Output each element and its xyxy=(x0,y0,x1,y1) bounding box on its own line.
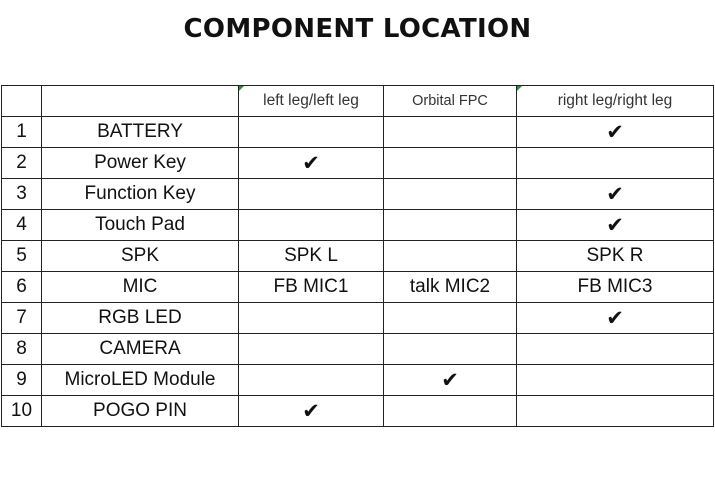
left-leg-cell xyxy=(239,179,384,210)
right-leg-cell xyxy=(517,334,714,365)
header-orbital-fpc: Orbital FPC xyxy=(384,86,517,117)
component-name: MicroLED Module xyxy=(42,365,239,396)
orbital-fpc-cell xyxy=(384,179,517,210)
left-leg-cell xyxy=(239,303,384,334)
header-right-leg: right leg/right leg xyxy=(517,86,714,117)
row-number: 7 xyxy=(2,303,42,334)
orbital-fpc-cell xyxy=(384,334,517,365)
right-leg-cell xyxy=(517,365,714,396)
component-name: POGO PIN xyxy=(42,396,239,427)
component-name: RGB LED xyxy=(42,303,239,334)
table-row xyxy=(2,148,714,179)
left-leg-cell xyxy=(239,334,384,365)
right-leg-cell: FB MIC3 xyxy=(517,272,714,303)
orbital-fpc-cell xyxy=(384,241,517,272)
table-body xyxy=(2,117,714,427)
component-name: BATTERY xyxy=(42,117,239,148)
table-row xyxy=(2,179,714,210)
component-name: Function Key xyxy=(42,179,239,210)
component-name: MIC xyxy=(42,272,239,303)
orbital-fpc-cell xyxy=(384,210,517,241)
left-leg-cell: SPK L xyxy=(239,241,384,272)
right-leg-cell-check-icon: ✔ xyxy=(517,117,714,148)
component-table xyxy=(1,85,714,427)
right-leg-cell-check-icon: ✔ xyxy=(517,303,714,334)
orbital-fpc-cell: talk MIC2 xyxy=(384,272,517,303)
row-number: 10 xyxy=(2,396,42,427)
row-number: 8 xyxy=(2,334,42,365)
left-leg-cell-check-icon: ✔ xyxy=(239,148,384,179)
right-leg-cell-check-icon: ✔ xyxy=(517,210,714,241)
header-row xyxy=(2,86,714,117)
right-leg-cell: SPK R xyxy=(517,241,714,272)
component-name: CAMERA xyxy=(42,334,239,365)
row-number: 5 xyxy=(2,241,42,272)
left-leg-cell xyxy=(239,117,384,148)
component-name: SPK xyxy=(42,241,239,272)
component-name: Touch Pad xyxy=(42,210,239,241)
table-row xyxy=(2,210,714,241)
row-number: 3 xyxy=(2,179,42,210)
row-number: 9 xyxy=(2,365,42,396)
row-number: 4 xyxy=(2,210,42,241)
left-leg-cell-check-icon: ✔ xyxy=(239,396,384,427)
table-row xyxy=(2,272,714,303)
header-component xyxy=(42,86,239,117)
orbital-fpc-cell xyxy=(384,396,517,427)
right-leg-cell-check-icon: ✔ xyxy=(517,179,714,210)
left-leg-cell: FB MIC1 xyxy=(239,272,384,303)
right-leg-cell xyxy=(517,396,714,427)
orbital-fpc-cell xyxy=(384,117,517,148)
header-no xyxy=(2,86,42,117)
table-row xyxy=(2,365,714,396)
table-row xyxy=(2,396,714,427)
row-number: 6 xyxy=(2,272,42,303)
table-row xyxy=(2,303,714,334)
row-number: 1 xyxy=(2,117,42,148)
orbital-fpc-cell-check-icon: ✔ xyxy=(384,365,517,396)
row-number: 2 xyxy=(2,148,42,179)
table-row xyxy=(2,117,714,148)
left-leg-cell xyxy=(239,210,384,241)
table-row xyxy=(2,334,714,365)
page-title: COMPONENT LOCATION xyxy=(183,14,532,44)
left-leg-cell xyxy=(239,365,384,396)
right-leg-cell xyxy=(517,148,714,179)
orbital-fpc-cell xyxy=(384,148,517,179)
orbital-fpc-cell xyxy=(384,303,517,334)
component-name: Power Key xyxy=(42,148,239,179)
header-left-leg: left leg/left leg xyxy=(239,86,384,117)
table-row xyxy=(2,241,714,272)
